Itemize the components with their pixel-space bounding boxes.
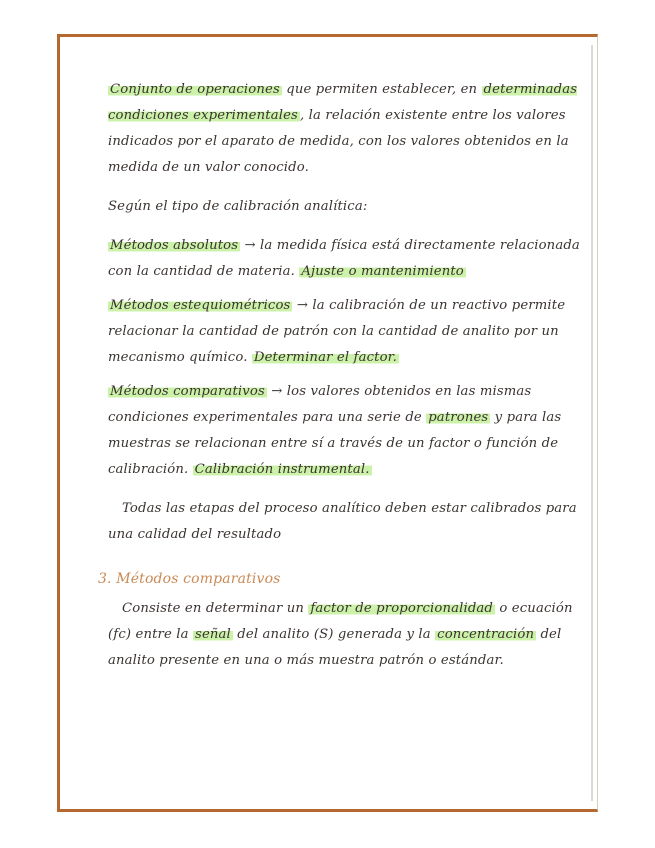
text: que permiten establecer, en [281, 82, 482, 97]
text: → la medida física está directamente relacionada con la cantidad de materia. [108, 238, 580, 279]
classification-intro: Según el tipo de calibración analítica: [108, 199, 368, 214]
text: del analito (S) generada y la [232, 627, 436, 642]
text: → los valores obtenidos en las mismas condiciones experimentales para una serie de [108, 384, 532, 425]
highlight: determinadas condiciones experimentales [108, 82, 578, 123]
highlight: concentración [437, 627, 535, 642]
definition-paragraph [108, 77, 588, 181]
absolute-methods-paragraph [108, 233, 588, 285]
text: Consiste en determinar un [122, 601, 309, 616]
text: → la calibración de un reactivo permite relacionar la cantidad de patrón con la cantidad de analito por un mecanismo químico. [108, 298, 566, 365]
highlight: Calibración instrumental. [194, 462, 370, 477]
text: del analito presente en una o más muestra patrón o estándar. [108, 627, 562, 668]
highlight: Ajuste o mantenimiento [301, 264, 464, 279]
text: y para las muestras se relacionan entre sí a través de un factor o función de calibración. [108, 410, 562, 477]
highlight: Conjunto de operaciones [110, 82, 280, 97]
comparative-methods-paragraph [108, 379, 588, 483]
highlight: Métodos absolutos [110, 238, 239, 253]
highlight: Métodos estequiométricos [110, 298, 291, 313]
highlight: Métodos comparativos [110, 384, 265, 399]
highlight: señal [195, 627, 231, 642]
comparative-definition-paragraph [108, 596, 588, 674]
stoichiometric-methods-paragraph [108, 293, 588, 371]
handwritten-notes [98, 77, 588, 687]
highlight: Determinar el factor. [253, 350, 398, 365]
calibration-note: Todas las etapas del proceso analítico deben estar calibrados para una calidad del resultado [108, 501, 577, 542]
text: o ecuación (fc) entre la [108, 601, 573, 642]
section-heading: 3. Métodos comparativos [98, 571, 281, 587]
text: , la relación existente entre los valores indicados por el aparato de medida, con los valores obtenidos en la medida de un valor conocido. [108, 108, 569, 175]
notebook-page [57, 34, 598, 812]
highlight: patrones [428, 410, 489, 425]
highlight: factor de proporcionalidad [310, 601, 494, 616]
